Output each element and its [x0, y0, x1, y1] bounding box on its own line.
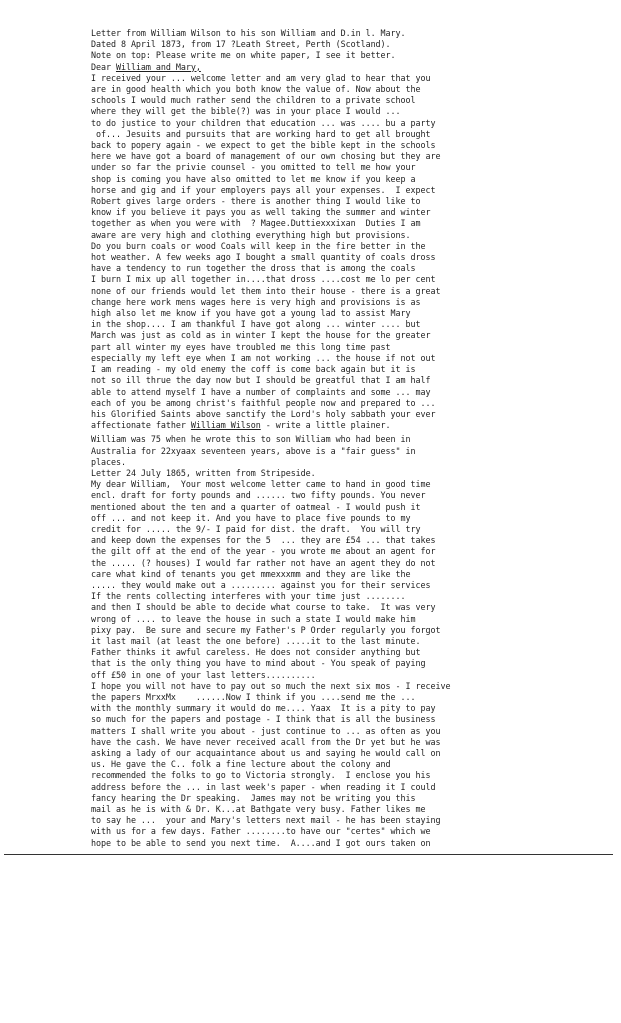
- text-line: back to popery again - we expect to get the bible kept in the schools: [91, 140, 436, 151]
- text-line: fancy hearing the Dr speaking. James may not be writing you this: [91, 792, 416, 803]
- text-line: mentioned about the ten and a quarter of oatmeal - I would push it: [91, 501, 421, 512]
- text-line: Letter 24 July 1865, written from Stripeside.: [91, 467, 316, 478]
- text-line: Do you burn coals or wood Coals will keep in the fire better in the: [91, 240, 426, 251]
- text-line: William was 75 when he wrote this to son William who had been in: [91, 434, 411, 445]
- text-line: where they will get the bible(?) was in your place I would ...: [91, 106, 401, 117]
- text-line: I hope you will not have to pay out so much the next six mos - I receive: [91, 680, 451, 691]
- text-line: care what kind of tenants you get mmexxxmm and they are like the: [91, 568, 411, 579]
- text-line: to do justice to your children that education ... was .... bu a party: [91, 117, 436, 128]
- text-line: schools I would much rather send the children to a private school: [91, 95, 416, 106]
- text-line: address before the ... in last week's paper - when reading it I could: [91, 781, 436, 792]
- letter-1873-body: [91, 73, 611, 420]
- text-line: with the monthly summary it would do me.... Yaax It is a pity to pay: [91, 703, 436, 714]
- text-line: shop is coming you have also omitted to let me know if you keep a: [91, 173, 416, 184]
- text-line: horse and gig and if your employers pays all your expenses. I expect: [91, 184, 436, 195]
- text-line: hot weather. A few weeks ago I bought a small quantity of coals dross: [91, 252, 436, 263]
- text-line: of... Jesuits and pursuits that are working hard to get all brought: [91, 128, 431, 139]
- text-line: aware are very high and clothing everything high but provisions.: [91, 229, 411, 240]
- text-line: part all winter my eyes have troubled me this long time past: [91, 341, 391, 352]
- header-lines: [91, 28, 611, 62]
- text-line: hope to be able to send you next time. A....and I got ours taken on: [91, 837, 431, 848]
- text-line: change here work mens wages here is very high and provisions is as: [91, 296, 421, 307]
- text-line: I received your ... welcome letter and am very glad to hear that you: [91, 72, 431, 83]
- text-line: mail as he is with & Dr. K...at Bathgate very busy. Father likes me: [91, 804, 426, 815]
- text-line: to say he ... your and Mary's letters next mail - he has been staying: [91, 815, 441, 826]
- text-line: Note on top: Please write me on white paper, I see it better.: [91, 50, 396, 61]
- text-line: Letter from William Wilson to his son William and D.in l. Mary.: [91, 28, 406, 38]
- text-line: able to attend myself I have a number of complaints and some ... may: [91, 386, 431, 397]
- text-line: together as when you were with ? Magee.Duttiexxxixan Duties I am: [91, 218, 421, 229]
- salutation: Dear William and Mary,: [91, 61, 201, 72]
- text-line: not so ill thrue the day now but I should be greatful that I am half: [91, 375, 431, 386]
- text-line: have a tendency to run together the dross that is among the coals: [91, 263, 416, 274]
- text-line: March was just as cold as in winter I kept the house for the greater: [91, 330, 431, 341]
- text-line: off £50 in one of your last letters..........: [91, 669, 316, 680]
- text-line: Australia for 22xyaax seventeen years, above is a "fair guess" in: [91, 445, 416, 456]
- text-line: none of our friends would let them into their house - there is a great: [91, 285, 441, 296]
- text-line: so much for the papers and postage - I think that is all the business: [91, 714, 436, 725]
- salutation-names: William and Mary,: [115, 61, 201, 72]
- signature-name: William Wilson: [190, 420, 261, 431]
- text-line: I am reading - my old enemy the coff is come back again but it is: [91, 364, 416, 375]
- closing-signature-line: affectionate father William Wilson - write a little plainer.: [91, 420, 391, 431]
- text-line: asking a lady of our acquaintance about us and saying he would call on: [91, 748, 441, 758]
- text-line: ..... they would make out a ......... against you for their services: [91, 579, 431, 590]
- text-line: in the shop.... I am thankful I have got along ... winter .... but: [91, 319, 421, 330]
- text-line: credit for ..... the 9/- I paid for dist. the draft. You will try: [91, 523, 421, 534]
- text-line: off ... and not keep it. And you have to place five pounds to my: [91, 512, 411, 523]
- text-line: Dated 8 April 1873, from 17 ?Leath Street, Perth (Scotland).: [91, 39, 391, 50]
- text-line: the gilt off at the end of the year - you wrote me about an agent for: [91, 546, 436, 557]
- text-line: that is the only thing you have to mind about - You speak of paying: [91, 658, 426, 669]
- text-line: each of you be among christ's faithful people now and prepared to ...: [91, 397, 436, 408]
- text-line: places.: [91, 456, 126, 467]
- text-line: matters I shall write you about - just continue to ... as often as you: [91, 725, 441, 736]
- text-line: have the cash. We have never received acall from the Dr yet but he was: [91, 736, 441, 747]
- text-line: and keep down the expenses for the 5 ... they are £54 ... that takes: [91, 535, 436, 546]
- text-line: especially my left eye when I am not working ... the house if not out: [91, 352, 436, 363]
- notes-and-letter-1865: [91, 434, 611, 849]
- text-line: know if you believe it pays you as well taking the summer and winter: [91, 207, 431, 218]
- horizontal-rule: [4, 854, 613, 855]
- letter-transcript: [91, 28, 611, 849]
- text-line: with us for a few days. Father ........to have our "certes" which we: [91, 826, 431, 837]
- text-line: here we have got a board of management of our own chosing but they are: [91, 151, 441, 162]
- text-line: are in good health which you both know the value of. Now about the: [91, 84, 421, 95]
- text-line: high also let me know if you have got a young lad to assist Mary: [91, 308, 411, 319]
- text-line: Father thinks it awful careless. He does not consider anything but: [91, 647, 421, 658]
- text-line: us. He gave the C.. folk a fine lecture about the colony and: [91, 759, 391, 770]
- text-line: I burn I mix up all together in....that dross ....cost me lo per cent: [91, 274, 436, 285]
- text-line: If the rents collecting interferes with your time just ........: [91, 591, 406, 602]
- text-line: Robert gives large orders - there is another thing I would like to: [91, 196, 421, 207]
- text-line: encl. draft for forty pounds and ...... two fifty pounds. You never: [91, 490, 426, 501]
- text-line: and then I should be able to decide what course to take. It was very: [91, 602, 436, 613]
- text-line: wrong of .... to leave the house in such a state I would make him: [91, 613, 416, 624]
- text-line: under so far the privie counsel - you omitted to tell me how your: [91, 162, 416, 173]
- text-line: his Glorified Saints above sanctify the Lord's holy sabbath your ever: [91, 408, 436, 419]
- text-line: it last mail (at least the one before) .....it to the last minute.: [91, 635, 421, 646]
- text-line: My dear William, Your most welcome letter came to hand in good time: [91, 479, 431, 490]
- text-line: the papers MrxxMx ......Now I think if you ....send me the ...: [91, 691, 416, 702]
- text-line: the ..... (? houses) I would far rather not have an agent they do not: [91, 557, 436, 568]
- text-line: pixy pay. Be sure and secure my Father's P Order regularly you forgot: [91, 624, 441, 635]
- text-line: recommended the folks to go to Victoria strongly. I enclose you his: [91, 770, 431, 781]
